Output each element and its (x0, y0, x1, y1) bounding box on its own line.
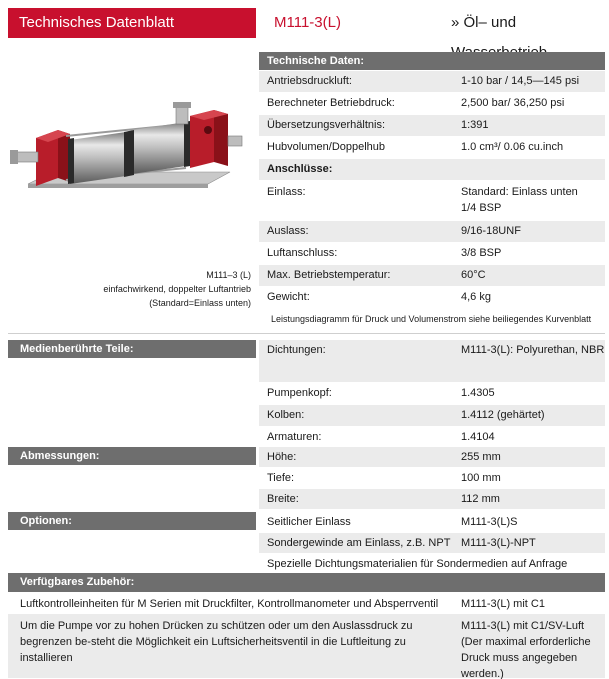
spec-value-secondary: 1/4 BSP (461, 202, 502, 214)
options-heading-text: Optionen: (20, 515, 72, 527)
accessory-row (8, 594, 605, 613)
connections-heading: Anschlüsse: (267, 163, 333, 175)
accessory-value: M111-3(L) mit C1/SV-Luft (Der maximal erforderliche Druck muss angegeben werden.) (461, 620, 591, 679)
image-caption (103, 268, 251, 310)
spec-label: Berechneter Betriebdruck: (267, 97, 395, 109)
header-title: Technisches Datenblatt (8, 8, 256, 38)
spec-row (259, 243, 605, 264)
spec-value: 100 mm (461, 472, 501, 484)
spec-row (259, 287, 605, 308)
caption-standard: (Standard=Einlass unten) (149, 298, 251, 308)
spec-value: 1.4104 (461, 431, 495, 443)
accessory-label: Luftkontrolleinheiten für M Serien mit Druckfilter, Kontrollmanometer und Absperrventil (20, 598, 439, 610)
spec-value: 9/16-18UNF (461, 225, 521, 237)
caption-model: M111–3 (L) (206, 270, 251, 280)
spec-row (259, 383, 605, 404)
pump-product-image (8, 92, 248, 212)
spec-row (259, 468, 605, 488)
accessory-value: M111-3(L) mit C1 (461, 598, 545, 610)
option-value: M111-3(L)-NPT (461, 537, 536, 549)
spec-label: Kolben: (267, 409, 305, 421)
tech-data-heading (259, 52, 605, 70)
spec-row (259, 340, 605, 382)
spec-value: 112 mm (461, 493, 500, 505)
dimensions-heading (8, 447, 256, 465)
spec-value: 2,500 bar/ 36,250 psi (461, 97, 565, 109)
accessory-label: Um die Pumpe vor zu hohen Drücken zu schützen oder um den Auslassdruck zu begrenzen be-steht die Möglichkeit ein Luftsicherheitsventil in die Luftleitung zu installieren (20, 620, 413, 664)
spec-label: Gewicht: (267, 291, 310, 303)
spec-value: 1:391 (461, 119, 489, 131)
spec-value: 60°C (461, 269, 486, 281)
option-label: Sondergewinde am Einlass, z.B. NPT (267, 537, 451, 549)
spec-value: 1.4305 (461, 387, 495, 399)
accessory-row (8, 614, 605, 678)
spec-row (259, 489, 605, 509)
option-row (259, 533, 605, 553)
spec-label: Tiefe: (267, 472, 295, 484)
spec-value: 3/8 BSP (461, 247, 502, 259)
spec-label: Luftanschluss: (267, 247, 338, 259)
option-row (259, 554, 605, 574)
spec-row (259, 137, 605, 158)
tech-data-heading-text: Technische Daten: (267, 55, 364, 67)
header-subtitle: » Öl– und (451, 14, 517, 31)
spec-label: Auslass: (267, 225, 309, 237)
spec-label: Höhe: (267, 451, 297, 463)
spec-value: Standard: Einlass unten (461, 186, 578, 198)
option-value: M111-3(L)S (461, 516, 518, 528)
spec-row (259, 181, 605, 220)
spec-row (259, 71, 605, 92)
spec-value: 1.0 cm³/ 0.06 cu.inch (461, 141, 564, 153)
spec-row (259, 93, 605, 114)
dimensions-heading-text: Abmessungen: (20, 450, 100, 462)
connections-heading-row (259, 159, 605, 180)
datasheet-header (8, 8, 605, 38)
spec-row (259, 115, 605, 136)
spec-row (259, 405, 605, 426)
spec-label: Max. Betriebstemperatur: (267, 269, 391, 281)
spec-value: 4,6 kg (461, 291, 491, 303)
spec-label: Breite: (267, 493, 299, 505)
spec-label: Armaturen: (267, 431, 322, 443)
spec-label: Pumpenkopf: (267, 387, 332, 399)
spec-label: Einlass: (267, 186, 306, 198)
spec-value: 255 mm (461, 451, 501, 463)
media-heading-text: Medienberührte Teile: (20, 343, 134, 355)
option-label: Spezielle Dichtungsmaterialien für Sondermedien auf Anfrage (267, 558, 568, 570)
spec-value: 1-10 bar / 14,5—145 psi (461, 75, 580, 87)
spec-row (259, 447, 605, 467)
spec-value: 1.4112 (gehärtet) (461, 409, 545, 421)
options-heading (8, 512, 256, 530)
spec-label: Übersetzungsverhältnis: (267, 119, 386, 131)
spec-row (259, 265, 605, 286)
spec-label: Hubvolumen/Doppelhub (267, 141, 386, 153)
performance-note: Leistungsdiagramm für Druck und Volumenstrom siehe beiliegendes Kurvenblatt (271, 314, 592, 324)
accessories-heading (8, 573, 605, 592)
section-divider (8, 333, 605, 334)
option-row (259, 512, 605, 532)
accessories-heading-text: Verfügbares Zubehör: (20, 576, 135, 588)
caption-description: einfachwirkend, doppelter Luftantrieb (103, 284, 251, 294)
spec-label: Dichtungen: (267, 344, 326, 356)
spec-label: Antriebsdruckluft: (267, 75, 352, 87)
media-heading (8, 340, 256, 358)
spec-value: M111-3(L): Polyurethan, NBR (461, 344, 605, 356)
spec-row (259, 427, 605, 448)
header-model: M111-3(L) (274, 14, 341, 31)
spec-row (259, 221, 605, 242)
option-label: Seitlicher Einlass (267, 516, 351, 528)
